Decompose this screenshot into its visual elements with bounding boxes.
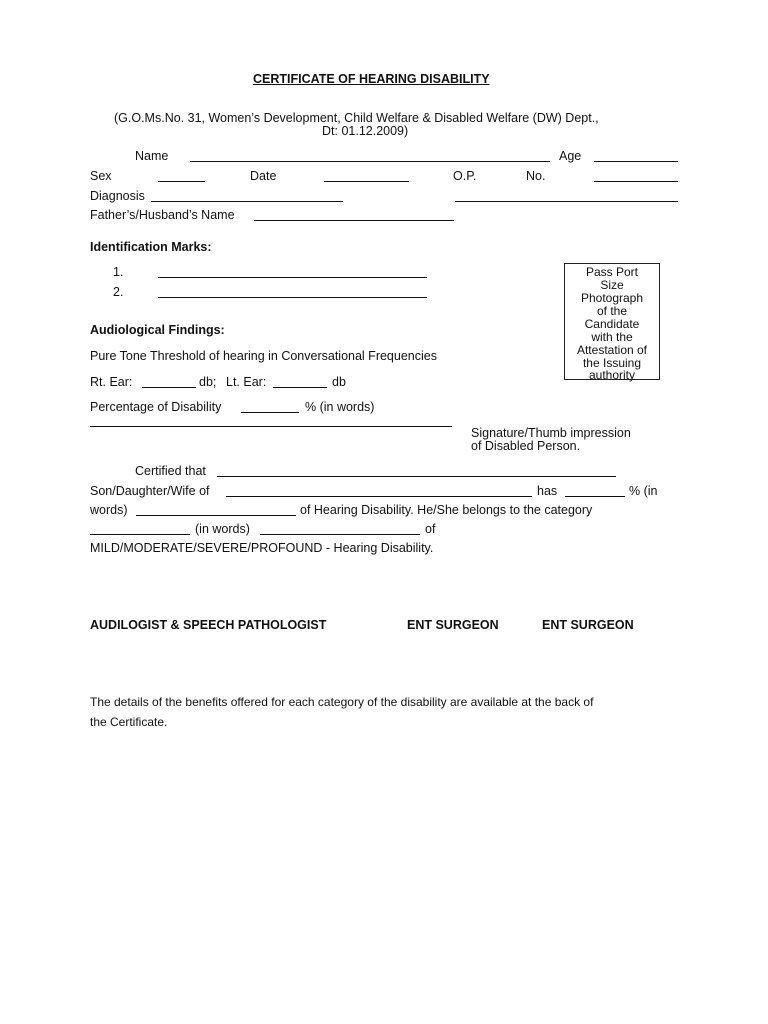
photo-box-text: Candidate xyxy=(584,317,640,331)
certified-that-label: Certified that xyxy=(135,464,206,478)
audiological-heading: Audiological Findings: xyxy=(90,323,225,337)
category-words-line xyxy=(260,524,420,535)
certified-name-line xyxy=(217,466,616,477)
photo-box-text: Attestation of xyxy=(576,343,648,357)
go-reference-line2: Dt: 01.12.2009) xyxy=(322,124,409,138)
words-field-line xyxy=(136,505,296,516)
of-label: of xyxy=(425,522,436,536)
age-label: Age xyxy=(559,149,582,163)
ent-surgeon-signatory-2: ENT SURGEON xyxy=(542,618,634,632)
date-field-line xyxy=(324,171,409,182)
op-label: O.P. xyxy=(453,169,477,183)
go-reference-line1: (G.O.Ms.No. 31, Women’s Development, Child Welfare & Disabled Welfare (DW) Dept., xyxy=(114,111,599,125)
photo-box-text: of the xyxy=(596,304,628,318)
lt-ear-label: Lt. Ear: xyxy=(226,375,267,389)
percentage-field-line xyxy=(241,402,299,413)
no-label: No. xyxy=(526,169,546,183)
identification-line-2 xyxy=(158,287,427,298)
categories-text: MILD/MODERATE/SEVERE/PROFOUND - Hearing Disability. xyxy=(90,541,434,555)
photo-box-text: Photograph xyxy=(580,291,644,305)
of-hearing-label: of Hearing Disability. He/She belongs to the category xyxy=(300,503,593,517)
photo-box-text: Size xyxy=(600,278,624,292)
category-field-line xyxy=(90,524,190,535)
photo-box-text: the Issuing xyxy=(582,356,642,370)
sex-field-line xyxy=(158,171,205,182)
photo-box-text: Pass Port xyxy=(585,265,639,279)
identification-item-1: 1. xyxy=(113,265,124,279)
identification-line-1 xyxy=(158,267,427,278)
has-label: has xyxy=(537,484,558,498)
diagnosis-label: Diagnosis xyxy=(90,189,145,203)
father-husband-label: Father’s/Husband’s Name xyxy=(90,208,235,222)
passport-photo-box xyxy=(564,263,660,380)
lt-ear-field-line xyxy=(273,377,327,388)
percentage-words-line xyxy=(90,416,452,427)
db-label-2: db xyxy=(332,375,346,389)
has-percent-line xyxy=(565,486,625,497)
rt-ear-label: Rt. Ear: xyxy=(90,375,133,389)
signature-line1: Signature/Thumb impression xyxy=(471,426,631,440)
son-of-field-line xyxy=(226,486,532,497)
percentage-words-label: % (in words) xyxy=(305,400,375,414)
footer-line2: the Certificate. xyxy=(90,715,168,729)
father-husband-field-line xyxy=(254,210,454,221)
identification-item-2: 2. xyxy=(113,285,124,299)
name-field-line xyxy=(190,151,550,162)
photo-box-text: with the xyxy=(591,330,633,344)
percentage-label: Percentage of Disability xyxy=(90,400,222,414)
name-label: Name xyxy=(135,149,169,163)
sex-label: Sex xyxy=(90,169,112,183)
audiologist-signatory: AUDILOGIST & SPEECH PATHOLOGIST xyxy=(90,618,327,632)
photo-box-text: authority xyxy=(588,368,636,382)
no-field-line xyxy=(594,171,678,182)
percent-in-label: % (in xyxy=(629,484,658,498)
db-label-1: db; xyxy=(199,375,217,389)
in-words-label: (in words) xyxy=(195,522,250,536)
footer-line1: The details of the benefits offered for each category of the disability are available at the back of xyxy=(90,695,594,709)
certificate-title: CERTIFICATE OF HEARING DISABILITY xyxy=(253,72,490,86)
diagnosis-field-line xyxy=(151,191,343,202)
signature-line2: of Disabled Person. xyxy=(471,439,581,453)
date-label: Date xyxy=(250,169,277,183)
pure-tone-text: Pure Tone Threshold of hearing in Conversational Frequencies xyxy=(90,349,437,363)
diagnosis-extra-line xyxy=(455,191,678,202)
son-of-label: Son/Daughter/Wife of xyxy=(90,484,210,498)
identification-heading: Identification Marks: xyxy=(90,240,212,254)
rt-ear-field-line xyxy=(142,377,196,388)
words-label: words) xyxy=(90,503,128,517)
age-field-line xyxy=(594,151,678,162)
ent-surgeon-signatory-1: ENT SURGEON xyxy=(407,618,499,632)
